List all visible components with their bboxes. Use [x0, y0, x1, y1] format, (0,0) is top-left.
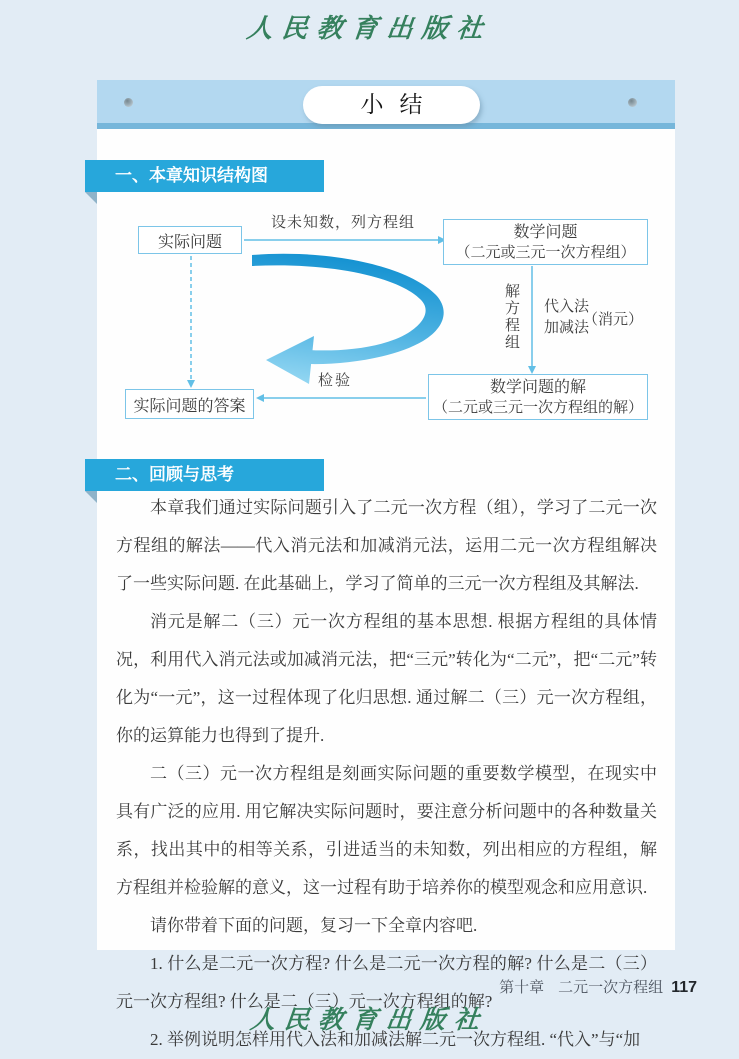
- section-heading-label: 一、本章知识结构图: [115, 166, 268, 185]
- footer-chapter-title: 二元一次方程组: [558, 980, 664, 996]
- section-heading-fold: [85, 491, 97, 503]
- section-heading-review: [85, 459, 324, 491]
- section-heading-knowledge-structure: [85, 160, 324, 192]
- flow-box-label: 数学问题的解: [489, 378, 586, 396]
- page-footer: [499, 976, 697, 997]
- flow-label-set-unknowns: 设未知数，列方程组: [270, 215, 415, 231]
- flow-label-addition-subtraction: 加减法: [544, 320, 590, 336]
- review-text: [116, 489, 657, 1059]
- binder-hole-icon: [124, 98, 133, 107]
- review-paragraph: 请你带着下面的问题，复习一下全章内容吧.: [150, 916, 478, 935]
- flow-box-math-solution: [428, 374, 648, 420]
- flow-label-substitution: 代入法: [544, 299, 590, 315]
- review-question: 1. 什么是二元一次方程? 什么是二元一次方程的解? 什么是二（三）元一次方程组? 什么是二（三）元一次方程组的解?: [116, 954, 657, 1011]
- flow-label-solve-system: 解方程组: [504, 284, 520, 351]
- flow-box-label: （二元或三元一次方程组的解）: [432, 399, 643, 416]
- page-title: 小结: [303, 86, 480, 124]
- review-paragraph: 消元是解二（三）元一次方程组的基本思想. 根据方程组的具体情况，利用代入消元法或加减消元法，把“三元”转化为“二元”，把“二元”转化为“一元”，这一过程体现了化归思想. 通过解二（三）元一次方程组，你的运算能力也得到了提升.: [116, 612, 657, 745]
- section-heading-label: 二、回顾与思考: [115, 465, 234, 484]
- review-paragraph: 本章我们通过实际问题引入了二元一次方程（组），学习了二元一次方程组的解法——代入消元法和加减消元法，运用二元一次方程组解决了一些实际问题. 在此基础上，学习了简单的三元一次方程组及其解法.: [116, 498, 657, 593]
- flow-label-check: 检验: [317, 373, 352, 389]
- publisher-logo-bottom: 人民教育出版社: [248, 1005, 490, 1034]
- flow-box-label: 数学问题: [513, 223, 578, 241]
- flow-box-practical-problem: [138, 226, 242, 254]
- flow-box-math-problem: [443, 219, 648, 265]
- flow-label-elimination: （消元）: [583, 312, 644, 328]
- flow-box-label: （二元或三元一次方程组）: [455, 244, 636, 261]
- footer-chapter: 第十章: [499, 980, 545, 996]
- footer-page-number: 117: [671, 979, 697, 996]
- flow-box-label: 实际问题的答案: [133, 397, 246, 415]
- review-question: 2. 举例说明怎样用代入法和加减法解二元一次方程组. “代入”与“加: [150, 1030, 641, 1049]
- flow-box-label: 实际问题: [157, 233, 222, 251]
- publisher-logo-top: 人民教育出版社: [245, 14, 494, 44]
- flow-box-practical-answer: [125, 389, 254, 419]
- binder-hole-icon: [628, 98, 637, 107]
- section-heading-fold: [85, 192, 97, 204]
- review-paragraph: 二（三）元一次方程组是刻画实际问题的重要数学模型，在现实中具有广泛的应用. 用它解决实际问题时，要注意分析问题中的各种数量关系，找出其中的相等关系，引进适当的未知数，列出相应的方程组，解方程组并检验解的意义，这一过程有助于培养你的模型观念和应用意识.: [116, 764, 657, 897]
